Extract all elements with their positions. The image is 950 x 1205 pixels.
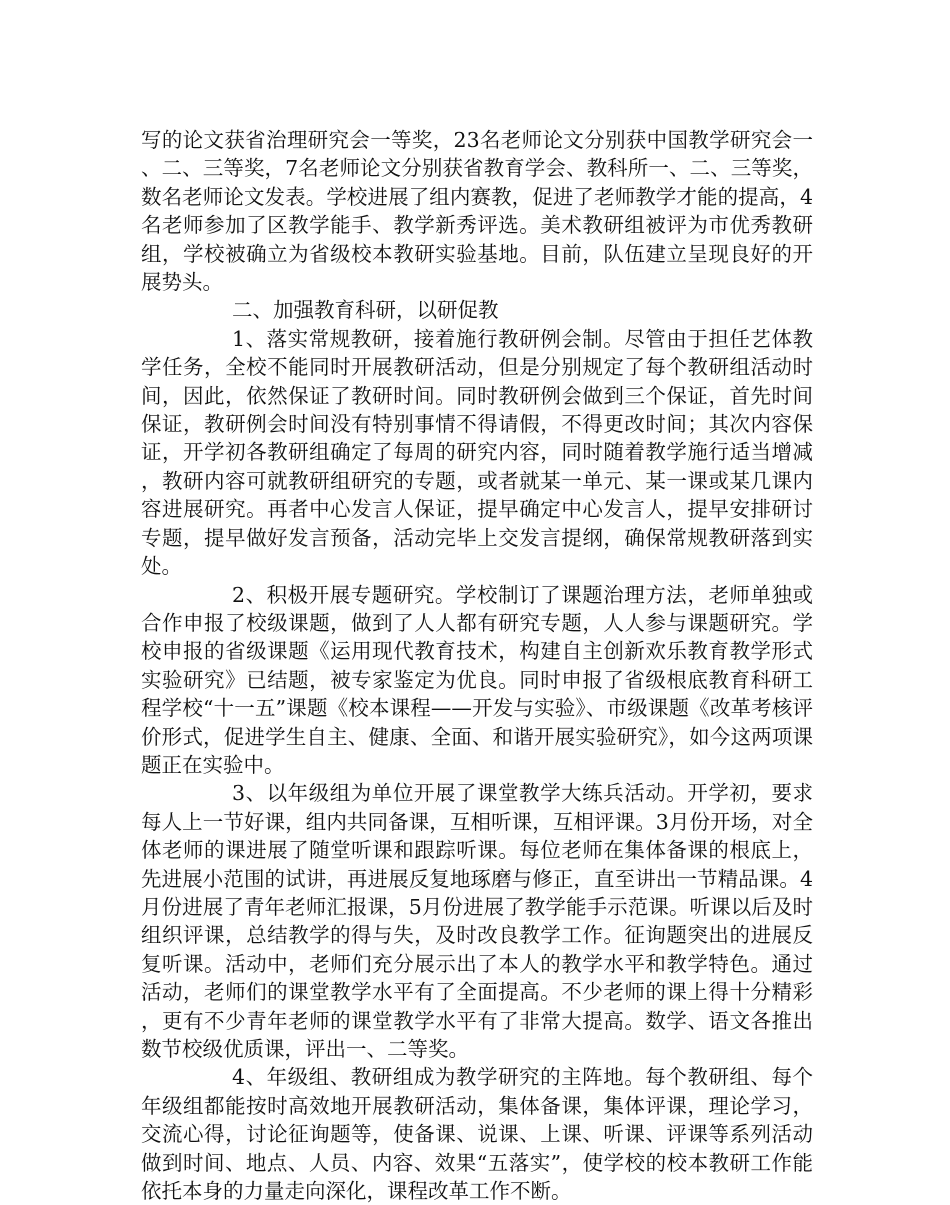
paragraph-item-4: 4、年级组、教研组成为教学研究的主阵地。每个教研组、每个年级组都能按时高效地开展教研活动，集体备课，集体评课，理论学习，交流心得，讨论征询题等，使备课、说课、上课、听课、评课等系列活动做到时间、地点、人员、内容、效果“五落实”，使学校的校本教研工作能依托本身的力量走向深化，课程改革工作不断。 [141, 1065, 813, 1204]
paragraph-item-1: 1、落实常规教研，接着施行教研例会制。尽管由于担任艺体教学任务，全校不能同时开展教研活动，但是分别规定了每个教研组活动时间，因此，依然保证了教研时间。同时教研例会做到三个保证，首先时间保证，教研例会时间没有特别事情不得请假，不得更改时间；其次内容保证，开学初各教研组确定了每周的研究内容，同时随着教学施行适当增减，教研内容可就教研组研究的专题，或者就某一单元、某一课或某几课内容进展研究。再者中心发言人保证，提早确定中心发言人，提早安排研讨专题，提早做好发言预备，活动完毕上交发言提纲，确保常规教研落到实处。 [141, 326, 813, 579]
paragraph-item-3: 3、以年级组为单位开展了课堂教学大练兵活动。开学初，要求每人上一节好课，组内共同备课，互相听课，互相评课。3月份开场，对全体老师的课进展了随堂听课和跟踪听课。每位老师在集体备课的根底上，先进展小范围的试讲，再进展反复地琢磨与修正，直至讲出一节精品课。4月份进展了青年老师汇报课，5月份进展了教学能手示范课。听课以后及时组织评课，总结教学的得与失，及时改良教学工作。征询题突出的进展反复听课。活动中，老师们充分展示出了本人的教学水平和教学特色。通过活动，老师们的课堂教学水平有了全面提高。不少老师的课上得十分精彩，更有不少青年老师的课堂教学水平有了非常大提高。数学、语文各推出数节校级优质课，评出一、二等奖。 [141, 781, 813, 1061]
paragraph-continuation: 写的论文获省治理研究会一等奖，23名老师论文分别获中国教学研究会一、二、三等奖，7名老师论文分别获省教育学会、教科所一、二、三等奖，数名老师论文发表。学校进展了组内赛教，促进了老师教学才能的提高，4名老师参加了区教学能手、教学新秀评选。美术教研组被评为市优秀教研组，学校被确立为省级校本教研实验基地。目前，队伍建立呈现良好的开展势头。 [141, 128, 813, 295]
paragraph-item-2: 2、积极开展专题研究。学校制订了课题治理方法，老师单独或合作申报了校级课题，做到了人人都有研究专题，人人参与课题研究。学校申报的省级课题《运用现代教育技术，构建自主创新欢乐教育教学形式实验研究》已结题，被专家鉴定为优良。同时申报了省级根底教育科研工程学校“十一五”课题《校本课程——开发与实验》、市级课题《改革考核评价形式，促进学生自主、健康、全面、和谐开展实验研究》，如今这两项课题正在实验中。 [141, 582, 813, 777]
document-page [141, 126, 813, 1205]
section-heading: 二、加强教育科研，以研促教 [232, 298, 499, 323]
